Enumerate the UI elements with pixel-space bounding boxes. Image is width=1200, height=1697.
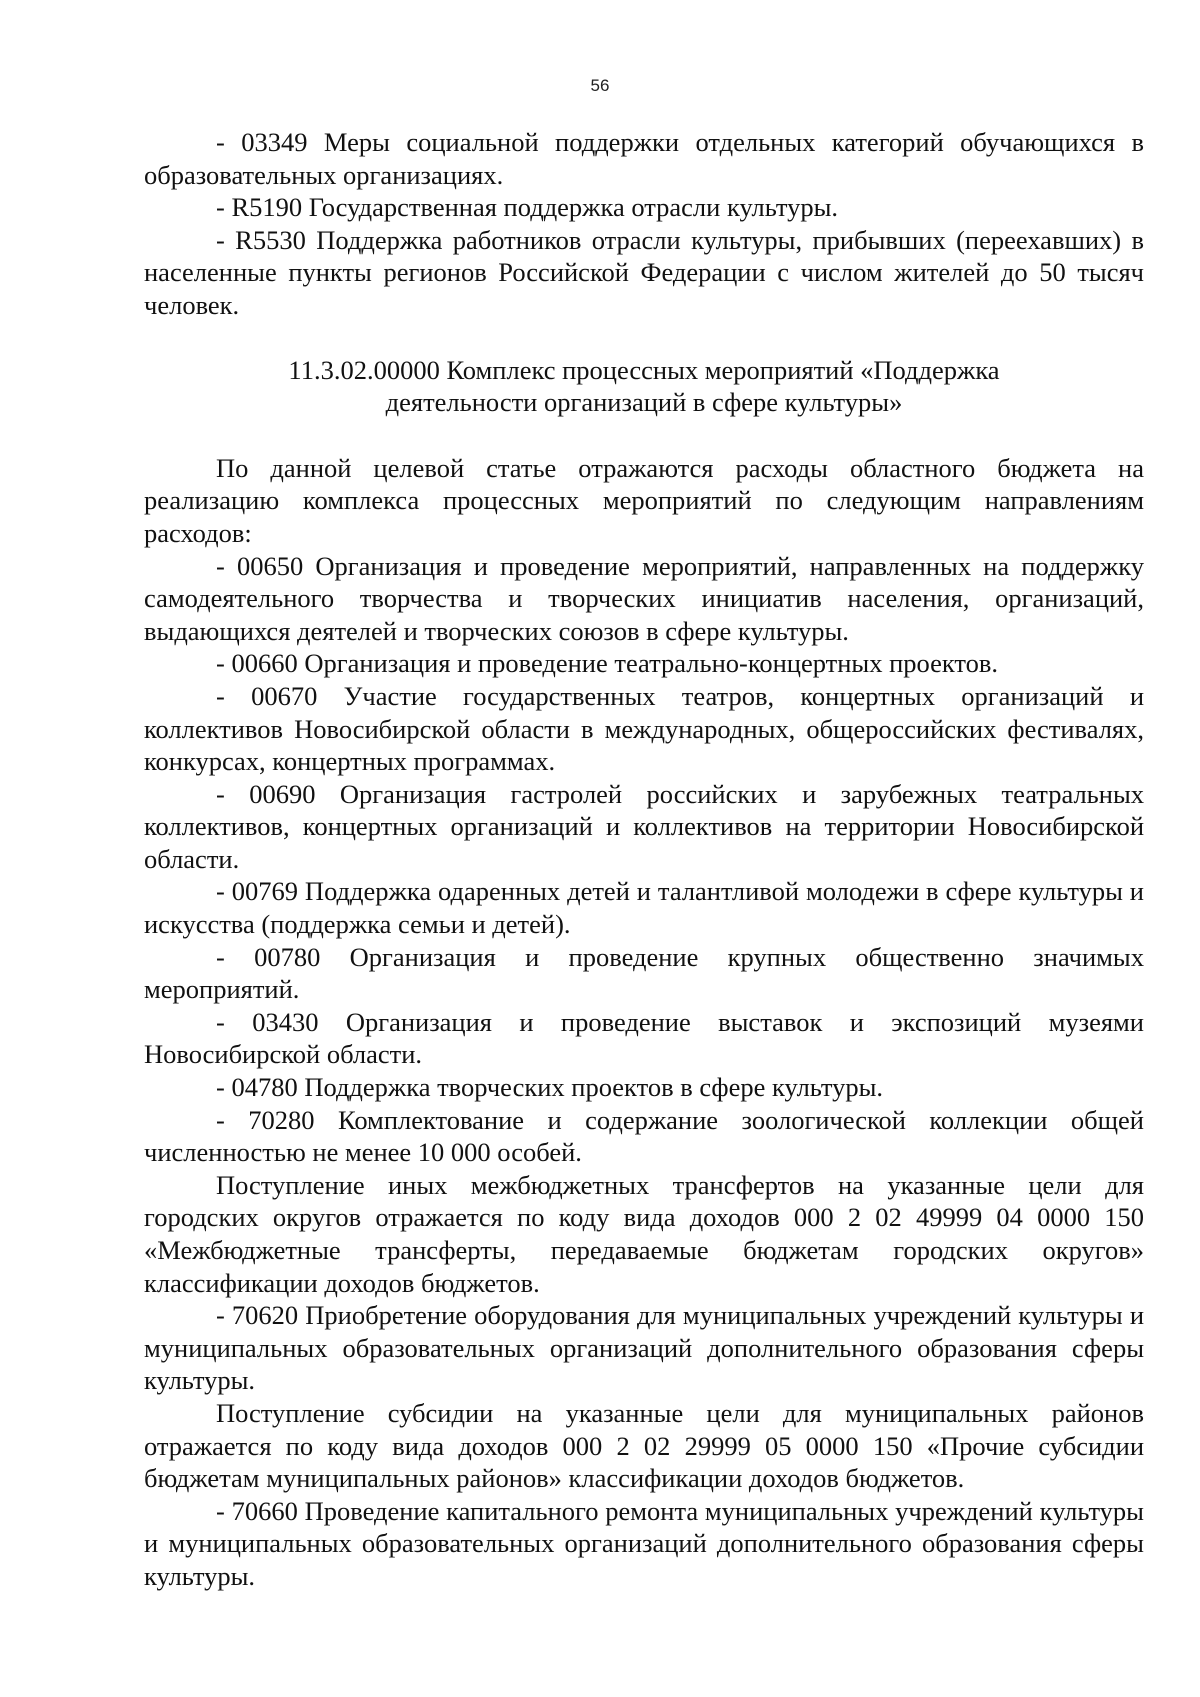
paragraph-70660: - 70660 Проведение капитального ремонта муниципальных учреждений культуры и муниципальных образовательных организаций дополнительного образования сферы культуры. (144, 1495, 1144, 1591)
paragraph-00670: - 00670 Участие государственных театров, концертных организаций и коллективов Новосибирской области в международных, общероссийских фестивалях, конкурсах, концертных программах. (144, 680, 1144, 777)
section-heading-line-2: деятельности организаций в сфере культуры» (385, 387, 903, 418)
paragraph-subsidies-district: Поступление субсидии на указанные цели для муниципальных районов отражается по коду вида доходов 000 2 02 29999 05 0000 150 «Прочие субсидии бюджетам муниципальных районов» классификации доходов бюджетов. (144, 1397, 1144, 1494)
section-heading (144, 354, 1144, 419)
document-body (144, 126, 1144, 1593)
paragraph-00780: - 00780 Организация и проведение крупных общественно значимых мероприятий. (144, 941, 1144, 1005)
paragraph-00769: - 00769 Поддержка одаренных детей и талантливой молодежи в сфере культуры и искусства (поддержка семьи и детей). (144, 876, 1144, 940)
paragraph-00690: - 00690 Организация гастролей российских и зарубежных театральных коллективов, концертных организаций и коллективов на территории Новосибирской области. (144, 778, 1144, 874)
paragraph-70620: - 70620 Приобретение оборудования для муниципальных учреждений культуры и муниципальных образовательных организаций дополнительного образования сферы культуры. (144, 1300, 1144, 1396)
paragraph-intro: По данной целевой статье отражаются расходы областного бюджета на реализацию комплекса процессных мероприятий по следующим направлениям расходов: (144, 452, 1144, 548)
paragraph-r5530: - R5530 Поддержка работников отрасли культуры, прибывших (переехавших) в населенные пункты регионов Российской Федерации с числом жителей до 50 тысяч человек. (144, 224, 1144, 320)
paragraph-03430: - 03430 Организация и проведение выставок и экспозиций музеями Новосибирской области. (144, 1006, 1144, 1070)
paragraph-70280: - 70280 Комплектование и содержание зоологической коллекции общей численностью не менее 10 000 особей. (144, 1104, 1144, 1168)
paragraph-transfers-city: Поступление иных межбюджетных трансфертов на указанные цели для городских округов отражается по коду вида доходов 000 2 02 49999 04 0000 150 «Межбюджетные трансферты, передаваемые бюджетам городских округов» классификации доходов бюджетов. (144, 1169, 1144, 1298)
page-number: 56 (590, 76, 610, 95)
paragraph-04780: - 04780 Поддержка творческих проектов в сфере культуры. (216, 1072, 884, 1103)
paragraph-r5190: - R5190 Государственная поддержка отрасли культуры. (216, 192, 839, 223)
section-heading-line-1: 11.3.02.00000 Комплекс процессных мероприятий «Поддержка (288, 354, 1000, 385)
paragraph-00650: - 00650 Организация и проведение мероприятий, направленных на поддержку самодеятельного творчества и творческих инициатив населения, организаций, выдающихся деятелей и творческих союзов в сфере культуры. (144, 550, 1144, 646)
paragraph-03349: - 03349 Меры социальной поддержки отдельных категорий обучающихся в образовательных организациях. (144, 127, 1144, 190)
paragraph-00660: - 00660 Организация и проведение театрально-концертных проектов. (216, 648, 998, 679)
